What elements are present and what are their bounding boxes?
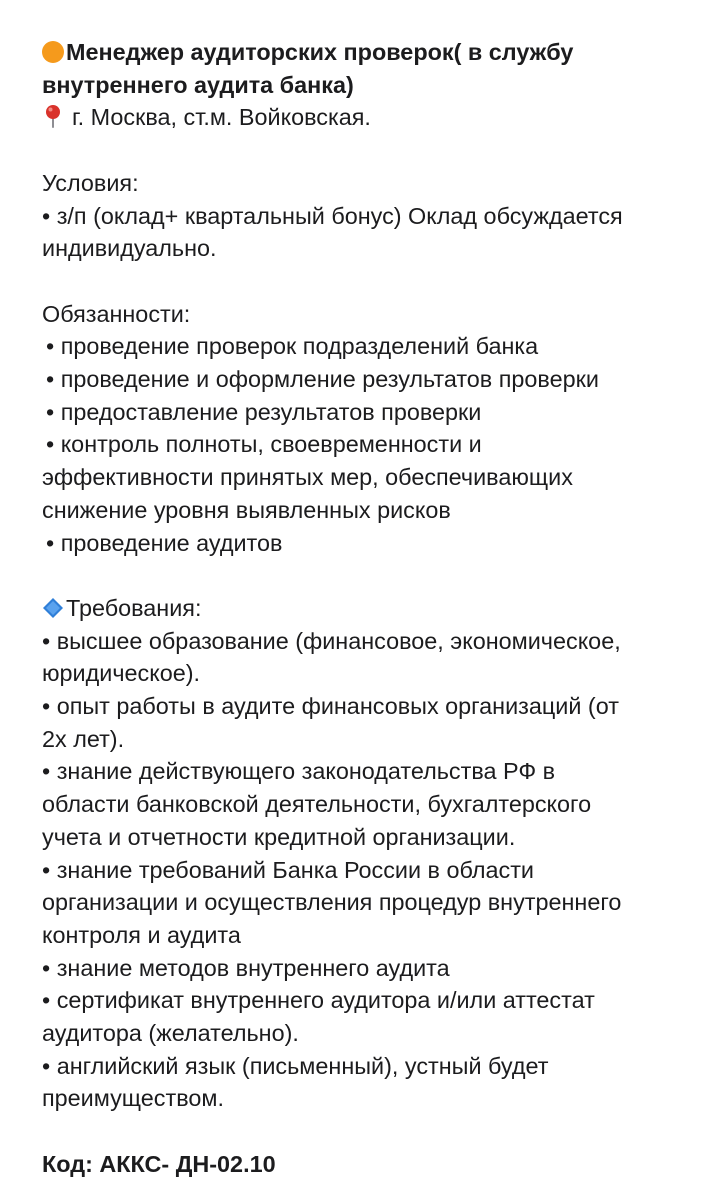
location-line [42,101,677,134]
requirements-line: области банковской деятельности, бухгалтерского [42,791,592,818]
orange-circle-icon [42,41,64,63]
title-text-1: Менеджер аудиторских проверок( в службу [66,39,574,65]
requirements-line: организации и осуществления процедур внутреннего [42,889,622,916]
requirements-heading: Требования: [66,594,202,621]
spacer [42,134,677,167]
round-pushpin-icon [42,104,64,128]
requirements-line: • знание требований Банка России в области [42,856,534,883]
requirements-line: • высшее образование (финансовое, экономическое, [42,627,621,654]
requirements-line: контроля и аудита [42,921,241,948]
duties-line: • проведение проверок подразделений банка [46,333,539,360]
requirements-line: • опыт работы в аудите финансовых организаций (от [42,693,619,720]
blue-diamond-icon [42,597,64,619]
location-text: г. Москва, ст.м. Войковская. [72,104,371,131]
duties-line: снижение уровня выявленных рисков [42,496,451,523]
conditions-heading: Условия: [42,169,139,196]
requirements-line: преимуществом. [42,1085,224,1112]
duties-line: • проведение и оформление результатов проверки [46,366,599,392]
duties-line: эффективности принятых мер, обеспечивающих [42,464,573,491]
requirements-line: юридическое). [42,660,201,687]
duties-line: • предоставление результатов проверки [46,398,482,425]
spacer [42,1115,677,1148]
requirements-line: учета и отчетности кредитной организации. [42,823,516,850]
requirements-line: • сертификат внутреннего аудитора и/или аттестат [42,987,595,1014]
duties-heading: Обязанности: [42,300,191,327]
vacancy-code: Код: АККС- ДН-02.10 [42,1150,276,1177]
requirements-line: • знание действующего законодательства РФ в [42,758,556,785]
title-line-1 [42,36,677,69]
duties-line: • проведение аудитов [46,529,283,556]
title-line-2: внутреннего аудита банка) [42,71,354,98]
requirements-line: • английский язык (письменный), устный будет [42,1052,549,1079]
requirements-heading-line [42,592,677,625]
duties-line: • контроль полноты, своевременности и [46,431,482,458]
requirements-line: аудитора (желательно). [42,1020,299,1047]
requirements-line: • знание методов внутреннего аудита [42,954,450,981]
conditions-line: индивидуально. [42,235,217,262]
conditions-line: • з/п (оклад+ квартальный бонус) Оклад обсуждается [42,202,623,229]
requirements-line: 2х лет). [42,725,125,752]
spacer [42,265,677,298]
spacer [42,559,677,592]
